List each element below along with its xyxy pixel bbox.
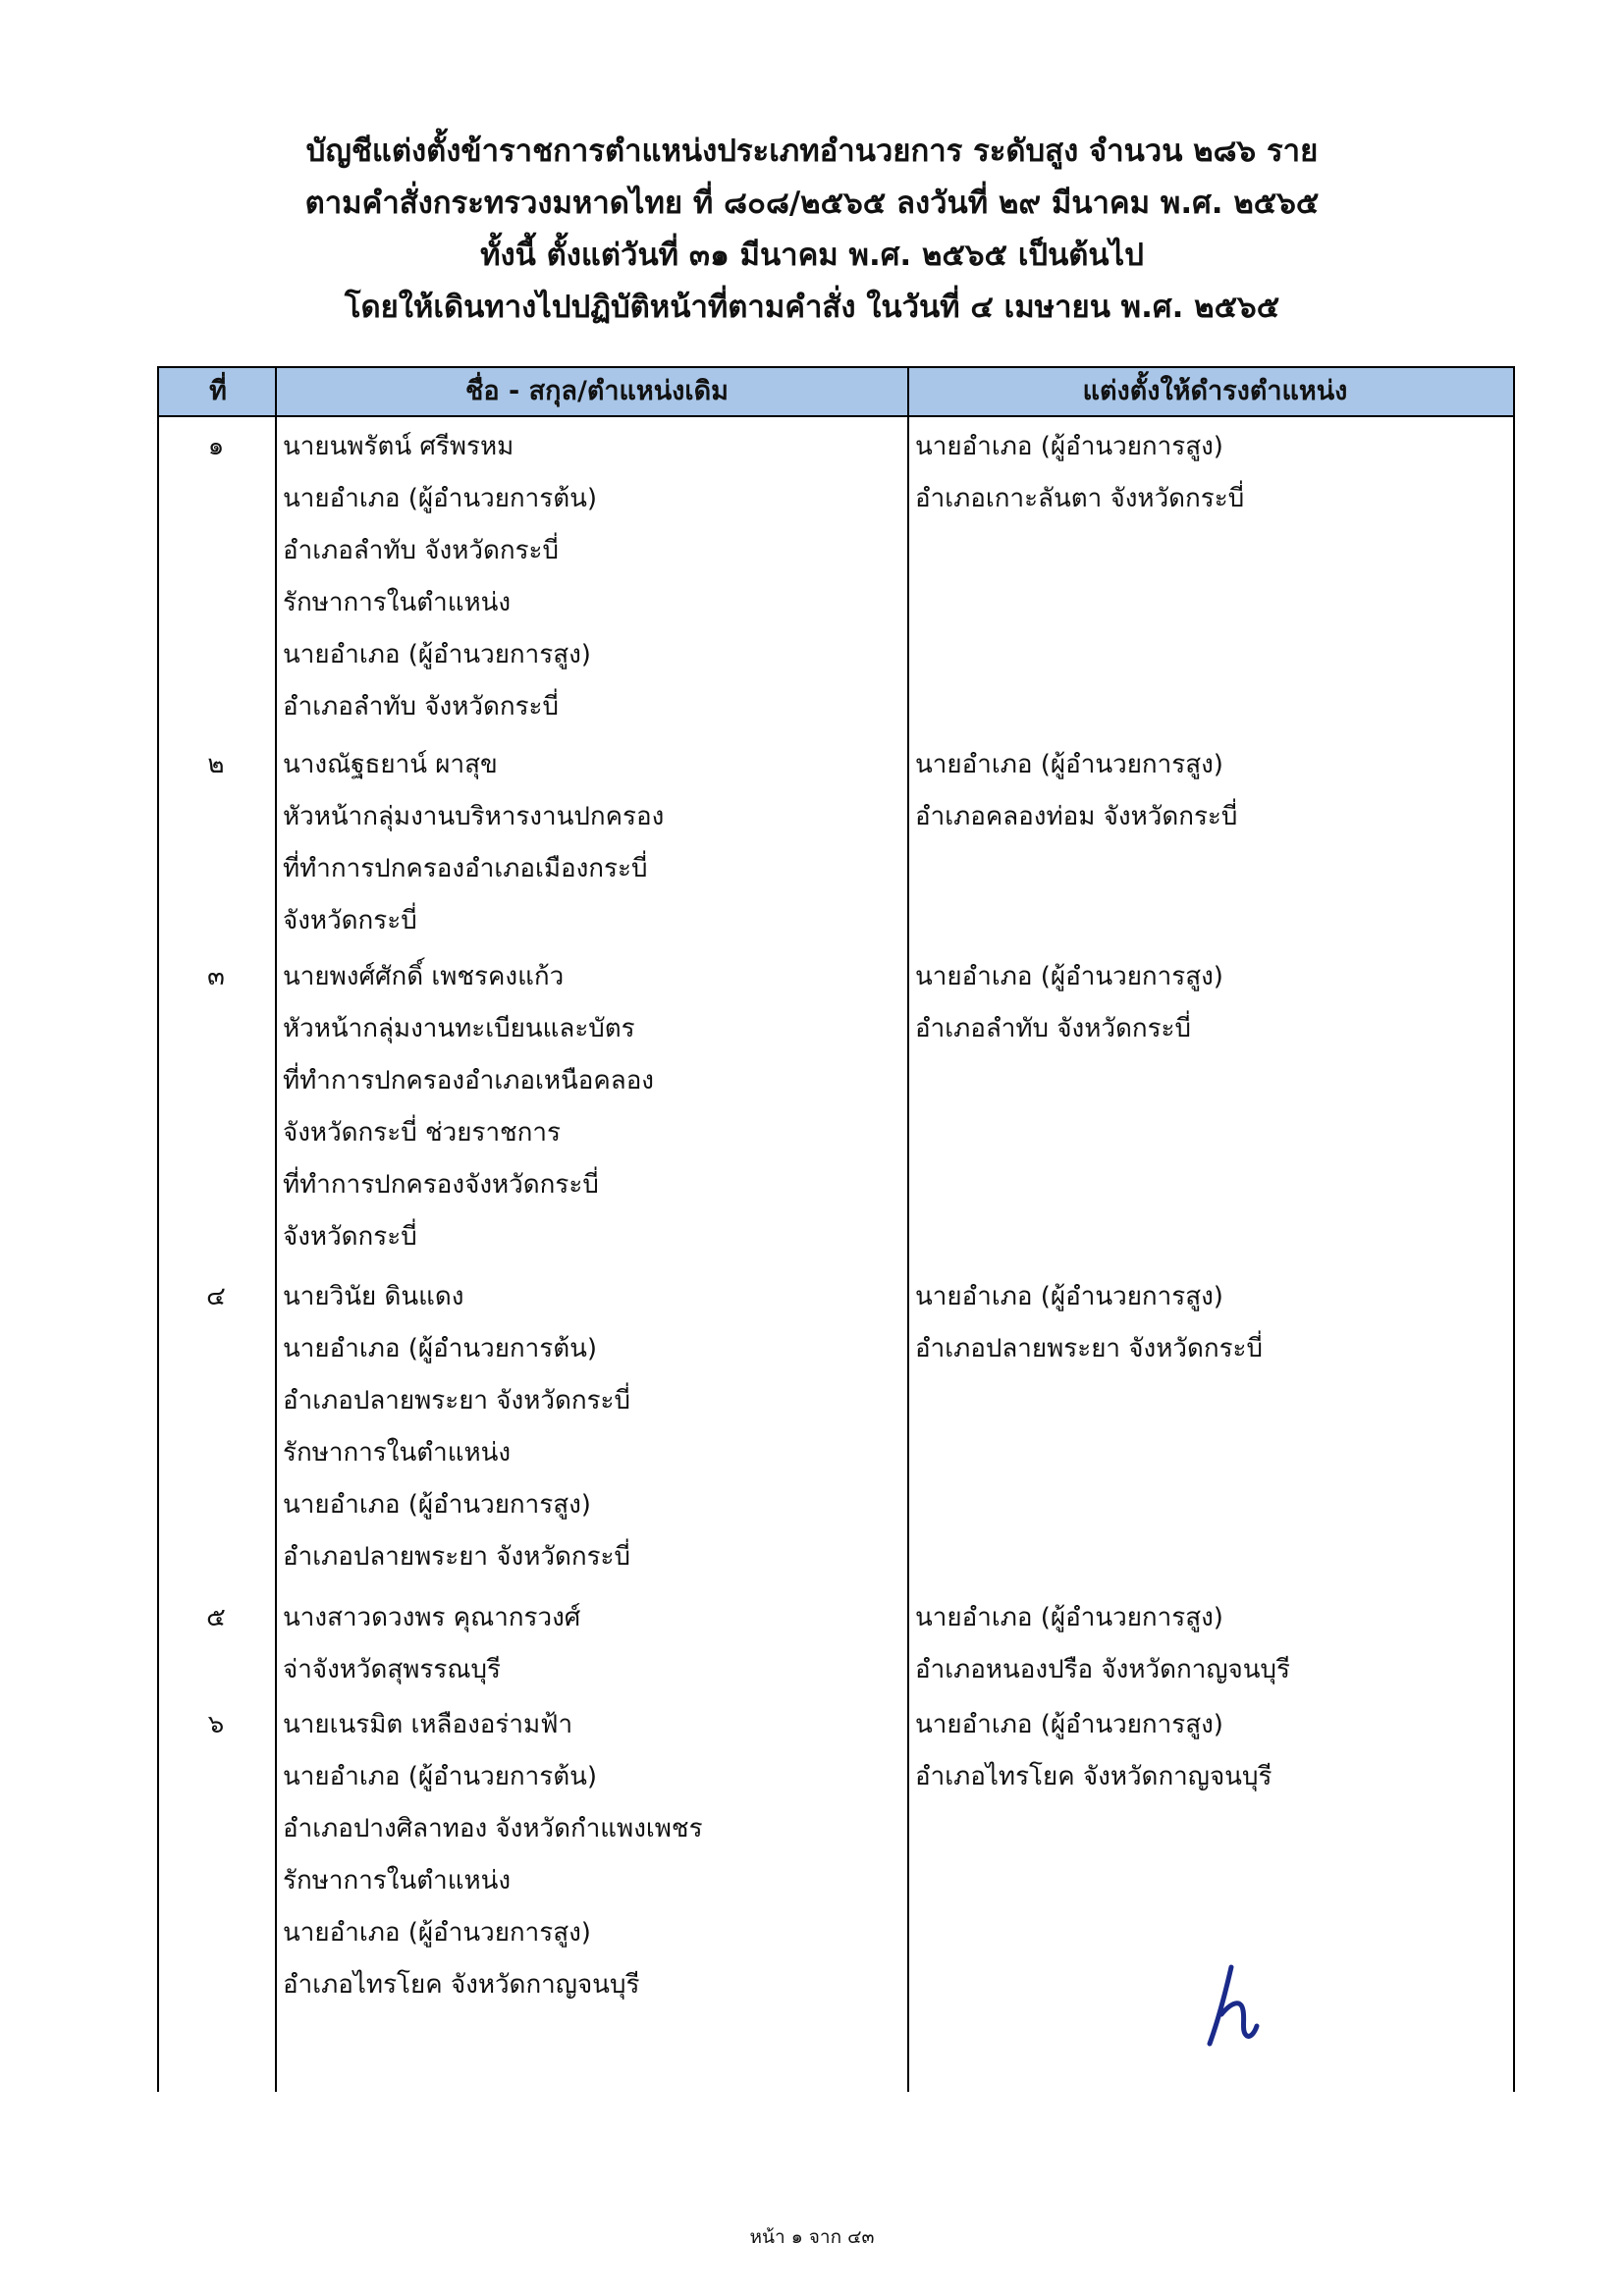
old-position-line: หัวหน้ากลุ่มงานทะเบียนและบัตร (283, 1014, 635, 1043)
row-number: ๑ (207, 432, 225, 461)
old-position-line: นายพงศ์ศักดิ์ เพชรคงแก้ว (283, 962, 565, 991)
old-position-line: นางสาวดวงพร คุณากรวงศ์ (283, 1603, 581, 1632)
new-position-line: นายอำเภอ (ผู้อำนวยการสูง) (915, 962, 1223, 991)
old-position-line: นายอำเภอ (ผู้อำนวยการต้น) (283, 484, 598, 513)
new-position-line: อำเภอลำทับ จังหวัดกระบี่ (915, 1014, 1192, 1043)
row-number: ๔ (206, 1282, 226, 1311)
old-position-line: นายนพรัตน์ ศรีพรหม (283, 432, 514, 461)
old-position-line: จ่าจังหวัดสุพรรณบุรี (283, 1655, 501, 1684)
old-position-line: รักษาการในตำแหน่ง (283, 1866, 512, 1896)
column-divider-2 (907, 366, 909, 2092)
old-position-line: ที่ทำการปกครองอำเภอเมืองกระบี่ (283, 854, 648, 883)
old-position-line: นางณัฐธยาน์ ผาสุข (283, 750, 498, 779)
column-header-no: ที่ (209, 376, 227, 406)
header-travel-date: โดยให้เดินทางไปปฏิบัติหน้าที่ตามคำสั่ง ในวันที่ ๔ เมษายน พ.ศ. ๒๕๖๕ (344, 290, 1280, 325)
new-position-line: อำเภอปลายพระยา จังหวัดกระบี่ (915, 1334, 1264, 1363)
appointment-table (157, 366, 1515, 2092)
header-title: บัญชีแต่งตั้งข้าราชการตำแหน่งประเภทอำนวยการ ระดับสูง จำนวน ๒๘๖ ราย (305, 133, 1319, 169)
column-header-old-position: ชื่อ - สกุล/ตำแหน่งเดิม (465, 376, 729, 406)
old-position-line: รักษาการในตำแหน่ง (283, 588, 512, 617)
old-position-line: ที่ทำการปกครองอำเภอเหนือคลอง (283, 1066, 655, 1095)
old-position-line: อำเภอลำทับ จังหวัดกระบี่ (283, 536, 560, 565)
table-border-right (1513, 366, 1515, 2092)
old-position-line: จังหวัดกระบี่ (283, 906, 417, 935)
page-number: หน้า ๑ จาก ๔๓ (749, 2226, 875, 2248)
old-position-line: นายอำเภอ (ผู้อำนวยการสูง) (283, 1918, 591, 1948)
old-position-line: หัวหน้ากลุ่มงานบริหารงานปกครอง (283, 802, 665, 831)
old-position-line: จังหวัดกระบี่ ช่วยราชการ (283, 1118, 561, 1148)
header-order-ref: ตามคำสั่งกระทรวงมหาดไทย ที่ ๘๐๘/๒๕๖๕ ลงวันที่ ๒๙ มีนาคม พ.ศ. ๒๕๖๕ (304, 186, 1320, 221)
row-number: ๒ (207, 750, 225, 779)
old-position-line: อำเภอปลายพระยา จังหวัดกระบี่ (283, 1542, 631, 1572)
new-position-line: นายอำเภอ (ผู้อำนวยการสูง) (915, 432, 1223, 461)
old-position-line: รักษาการในตำแหน่ง (283, 1438, 512, 1468)
new-position-line: อำเภอเกาะลันตา จังหวัดกระบี่ (915, 484, 1245, 513)
old-position-line: นายอำเภอ (ผู้อำนวยการสูง) (283, 1490, 591, 1520)
old-position-line: นายเนรมิต เหลืองอร่ามฟ้า (283, 1710, 573, 1739)
row-number: ๓ (207, 962, 225, 991)
new-position-line: อำเภอหนองปรือ จังหวัดกาญจนบุรี (915, 1655, 1290, 1684)
signature-mark (1196, 1953, 1265, 2052)
old-position-line: นายอำเภอ (ผู้อำนวยการสูง) (283, 640, 591, 669)
old-position-line: อำเภอปลายพระยา จังหวัดกระบี่ (283, 1386, 631, 1415)
new-position-line: นายอำเภอ (ผู้อำนวยการสูง) (915, 1603, 1223, 1632)
table-border-left (157, 366, 159, 2092)
old-position-line: อำเภอไทรโยค จังหวัดกาญจนบุรี (283, 1970, 640, 2000)
old-position-line: ที่ทำการปกครองจังหวัดกระบี่ (283, 1170, 599, 1200)
new-position-line: อำเภอไทรโยค จังหวัดกาญจนบุรี (915, 1762, 1272, 1791)
header-effective-date: ทั้งนี้ ตั้งแต่วันที่ ๓๑ มีนาคม พ.ศ. ๒๕๖๕ เป็นต้นไป (480, 238, 1144, 273)
column-divider-1 (275, 366, 277, 2092)
new-position-line: นายอำเภอ (ผู้อำนวยการสูง) (915, 750, 1223, 779)
old-position-line: อำเภอลำทับ จังหวัดกระบี่ (283, 692, 560, 721)
old-position-line: จังหวัดกระบี่ (283, 1222, 417, 1252)
row-number: ๕ (206, 1603, 226, 1632)
document-header (0, 126, 1624, 334)
old-position-line: นายวินัย ดินแดง (283, 1282, 464, 1311)
row-number: ๖ (207, 1710, 225, 1739)
old-position-line: นายอำเภอ (ผู้อำนวยการต้น) (283, 1762, 598, 1791)
new-position-line: นายอำเภอ (ผู้อำนวยการสูง) (915, 1282, 1223, 1311)
new-position-line: นายอำเภอ (ผู้อำนวยการสูง) (915, 1710, 1223, 1739)
column-header-new-position: แต่งตั้งให้ดำรงตำแหน่ง (1082, 376, 1348, 406)
new-position-line: อำเภอคลองท่อม จังหวัดกระบี่ (915, 802, 1238, 831)
table-header-row (157, 366, 1515, 417)
old-position-line: อำเภอปางศิลาทอง จังหวัดกำแพงเพชร (283, 1814, 703, 1843)
old-position-line: นายอำเภอ (ผู้อำนวยการต้น) (283, 1334, 598, 1363)
